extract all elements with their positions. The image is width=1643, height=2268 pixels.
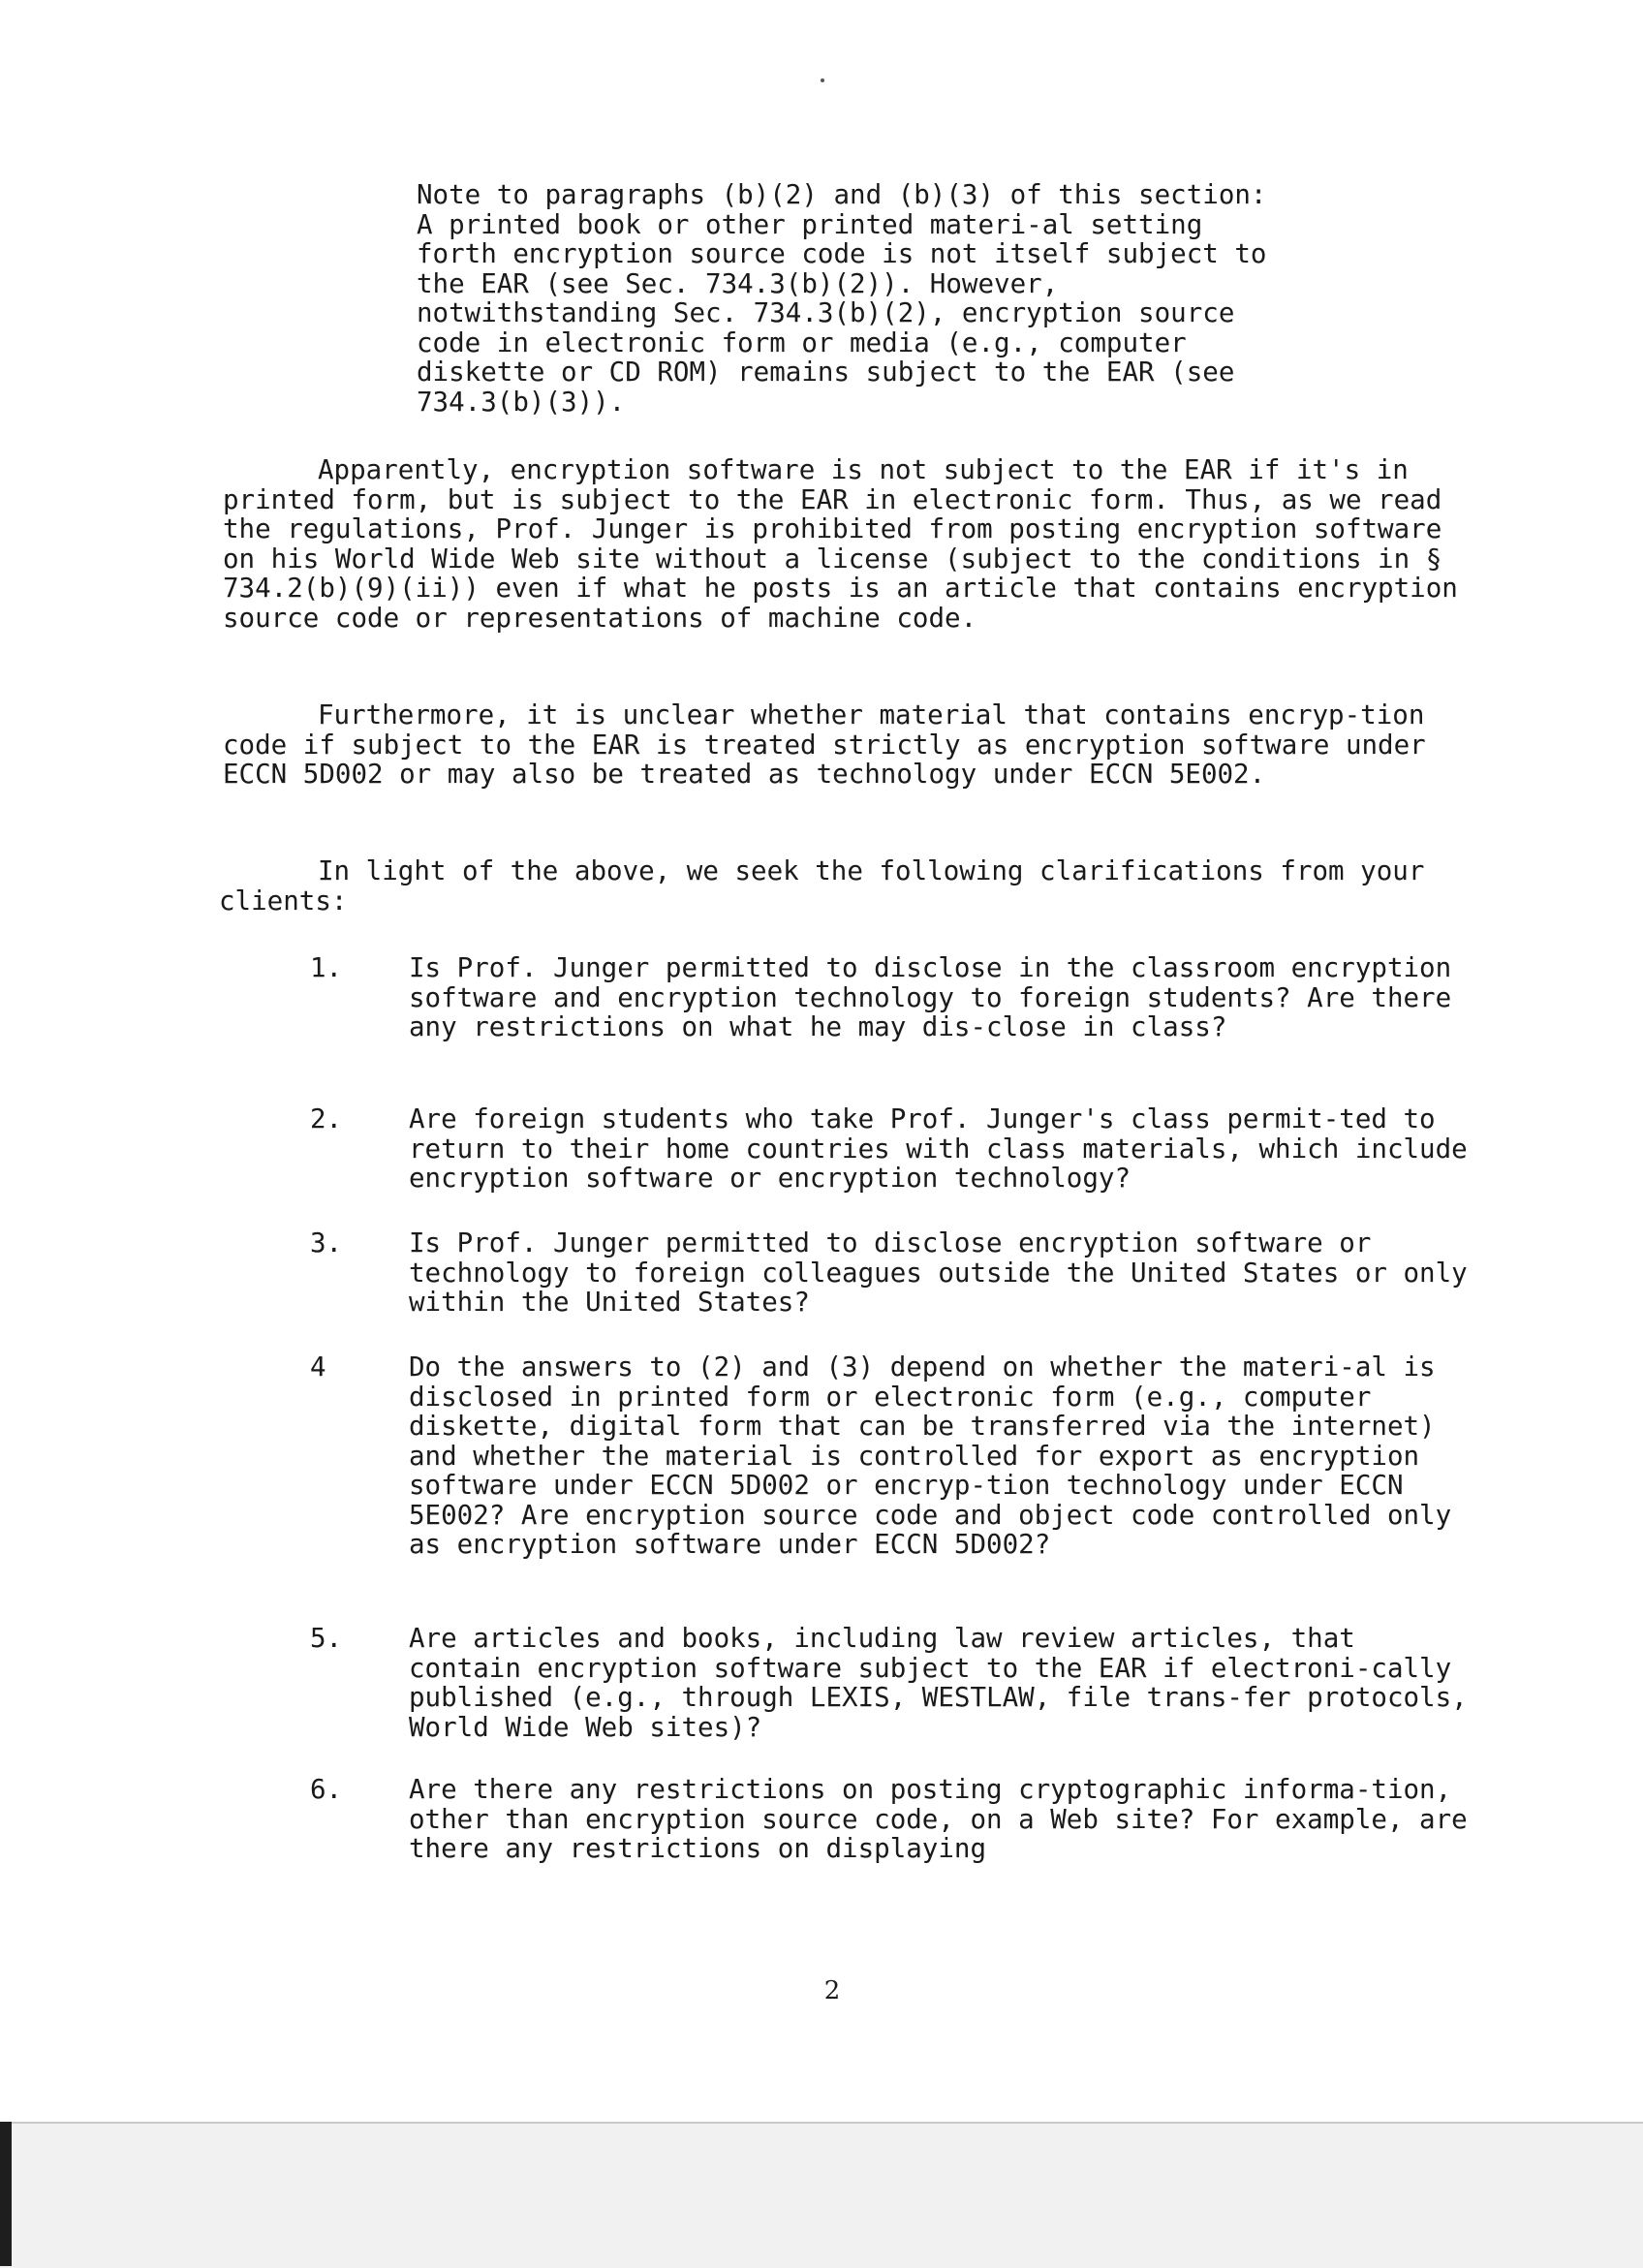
list-item-text: Are foreign students who take Prof. Junger's class permit-ted to return to their home countries with class materials, which include encryption software or encryption technology?: [409, 1103, 1468, 1194]
list-item-text: Is Prof. Junger permitted to disclose in the classroom encryption software and encryption technology to foreign students? Are there any restrictions on what he may dis-close in class?: [409, 952, 1452, 1042]
list-item-number: 5.: [310, 1623, 343, 1654]
body-paragraph: In light of the above, we seek the following clarifications from your clients:: [219, 855, 1441, 917]
list-item-number: 6.: [310, 1774, 343, 1805]
list-item-text: Are articles and books, including law review articles, that contain encryption software subject to the EAR if electroni-cally published (e.g., through LEXIS, WESTLAW, file trans-fer protocols, World Wide Web sites)?: [409, 1623, 1468, 1743]
list-item-number: 4: [310, 1351, 326, 1383]
list-item-number: 1.: [310, 952, 343, 983]
scanner-bed-strip: [0, 2122, 1643, 2268]
body-paragraph: Apparently, encryption software is not subject to the EAR if it's in printed form, but is subject to the EAR in electronic form. Thus, as we read the regulations, Prof. Junger is prohibited from posting encryption software on his World Wide Web site without a license (subject to the conditions in § 734.2(b)(9)(ii)) even if what he posts is an article that contains encryption source code or representations of machine code.: [223, 454, 1474, 634]
list-item-number: 3.: [310, 1227, 343, 1258]
page-number: 2: [823, 1976, 841, 2005]
list-item-text: Do the answers to (2) and (3) depend on whether the materi-al is disclosed in printed form or electronic form (e.g., computer diskette, digital form that can be transferred via the internet) and whether the material is controlled for export as encryption software under ECCN 5D002 or encryp-tion technology under ECCN 5E002? Are encryption source code and object code controlled only as encryption software under ECCN 5D002?: [409, 1351, 1452, 1560]
list-item-text: Are there any restrictions on posting cryptographic informa-tion, other than encryption source code, on a Web site? For example, are there any restrictions on displaying: [409, 1774, 1468, 1864]
regulation-note: Note to paragraphs (b)(2) and (b)(3) of this section: A printed book or other printed materi-al setting forth encryption source code is not itself subject to the EAR (see Sec. 734.3(b)(2)). However, notwithstanding Sec. 734.3(b)(2), encryption source code in electronic form or media (e.g., computer diskette or CD ROM) remains subject to the EAR (see 734.3(b)(3)).: [417, 179, 1299, 418]
scanner-edge: [0, 2122, 12, 2266]
scan-speck: [821, 78, 824, 82]
list-item-number: 2.: [310, 1103, 343, 1134]
body-paragraph: Furthermore, it is unclear whether material that contains encryp-tion code if subject to the EAR is treated strictly as encryption software under ECCN 5D002 or may also be treated as technology under ECCN 5E002.: [223, 699, 1442, 790]
list-item-text: Is Prof. Junger permitted to disclose encryption software or technology to foreign colleagues outside the United States or only within the United States?: [409, 1227, 1468, 1318]
